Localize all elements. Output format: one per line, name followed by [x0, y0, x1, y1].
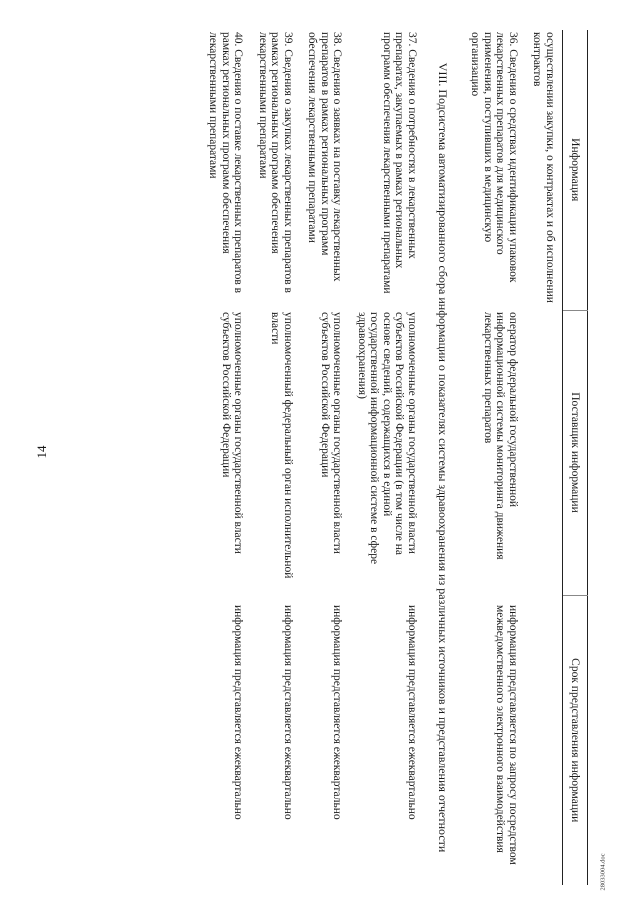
- page-number: 14: [34, 445, 49, 459]
- row-supplier-cell: [525, 310, 563, 595]
- row-info-cell: 39. Сведения о закупках лекарственных препаратов в рамках региональных программ обеспечения лекарственными препаратами: [257, 32, 294, 293]
- header-info: Информация: [563, 30, 588, 310]
- row-supplier-cell: уполномоченный федеральный орган исполнительной власти: [269, 312, 294, 579]
- row-deadline-cell: информация представляется ежеквартально: [406, 605, 418, 820]
- rotated-page-content: [53, 30, 588, 885]
- row-info-cell: 38. Сведения о заявках на поставку лекарственных препаратов в рамках региональных программ обеспечения лекарственными препаратами: [306, 32, 344, 282]
- document-code: 28033004.doc: [599, 853, 607, 891]
- table-row: [463, 30, 525, 885]
- table-row: [201, 30, 251, 885]
- table-row: [251, 30, 301, 885]
- header-supplier: Поставщик информации: [563, 310, 588, 595]
- row-deadline-cell: информация представляется ежеквартально: [232, 605, 245, 820]
- row-info-cell: 40. Сведения о поставке лекарственных препаратов в рамках региональных программ обеспечения лекарственными препаратами: [207, 32, 245, 294]
- row-supplier-cell: уполномоченные органы государственной власти субъектов Российской Федерации: [319, 312, 344, 554]
- section-heading-row: [424, 30, 463, 885]
- row-supplier-cell: уполномоченные органы государственной власти субъектов Российской Федерации: [220, 312, 245, 554]
- row-info-cell: 36. Сведения о средствах идентификации упаковок лекарственных препаратов для медицинского применения, поступивших в медицинскую организацию: [469, 32, 519, 283]
- row-supplier-cell: уполномоченные органы государственной власти субъектов Российской Федерации (в том числе на основе сведений, содержащихся в единой государственной информационной системе в сфере здравоохранения): [356, 312, 418, 565]
- row-info-cell: 37. Сведения о потребностях в лекарственных препаратах, закупаемых в рамках региональных программ обеспечения лекарственными препаратами: [381, 32, 418, 294]
- table-row: [525, 30, 563, 885]
- row-deadline-cell: информация представляется по запросу посредством межведомственного электронного взаимодействия: [494, 605, 519, 865]
- table-header-row: [563, 30, 588, 885]
- info-table: [201, 30, 588, 885]
- header-deadline: Срок представления информации: [563, 595, 588, 885]
- table-row: [300, 30, 350, 885]
- row-supplier-cell: оператор федеральной государственной информационной системы мониторинга движения лекарственных препаратов: [482, 312, 519, 560]
- table-row: [350, 30, 425, 885]
- row-deadline-cell: [525, 595, 563, 885]
- row-deadline-cell: информация представляется ежеквартально: [282, 605, 294, 820]
- row-deadline-cell: информация представляется ежеквартально: [331, 605, 344, 820]
- row-info-cell: осуществлении закупки, о контрактах и об исполнении контрактов: [531, 32, 556, 303]
- section-title: VIII. Подсистема автоматизированного сбора информации о показателях системы здравоохранения из различных источников и представления отчетности: [436, 62, 450, 853]
